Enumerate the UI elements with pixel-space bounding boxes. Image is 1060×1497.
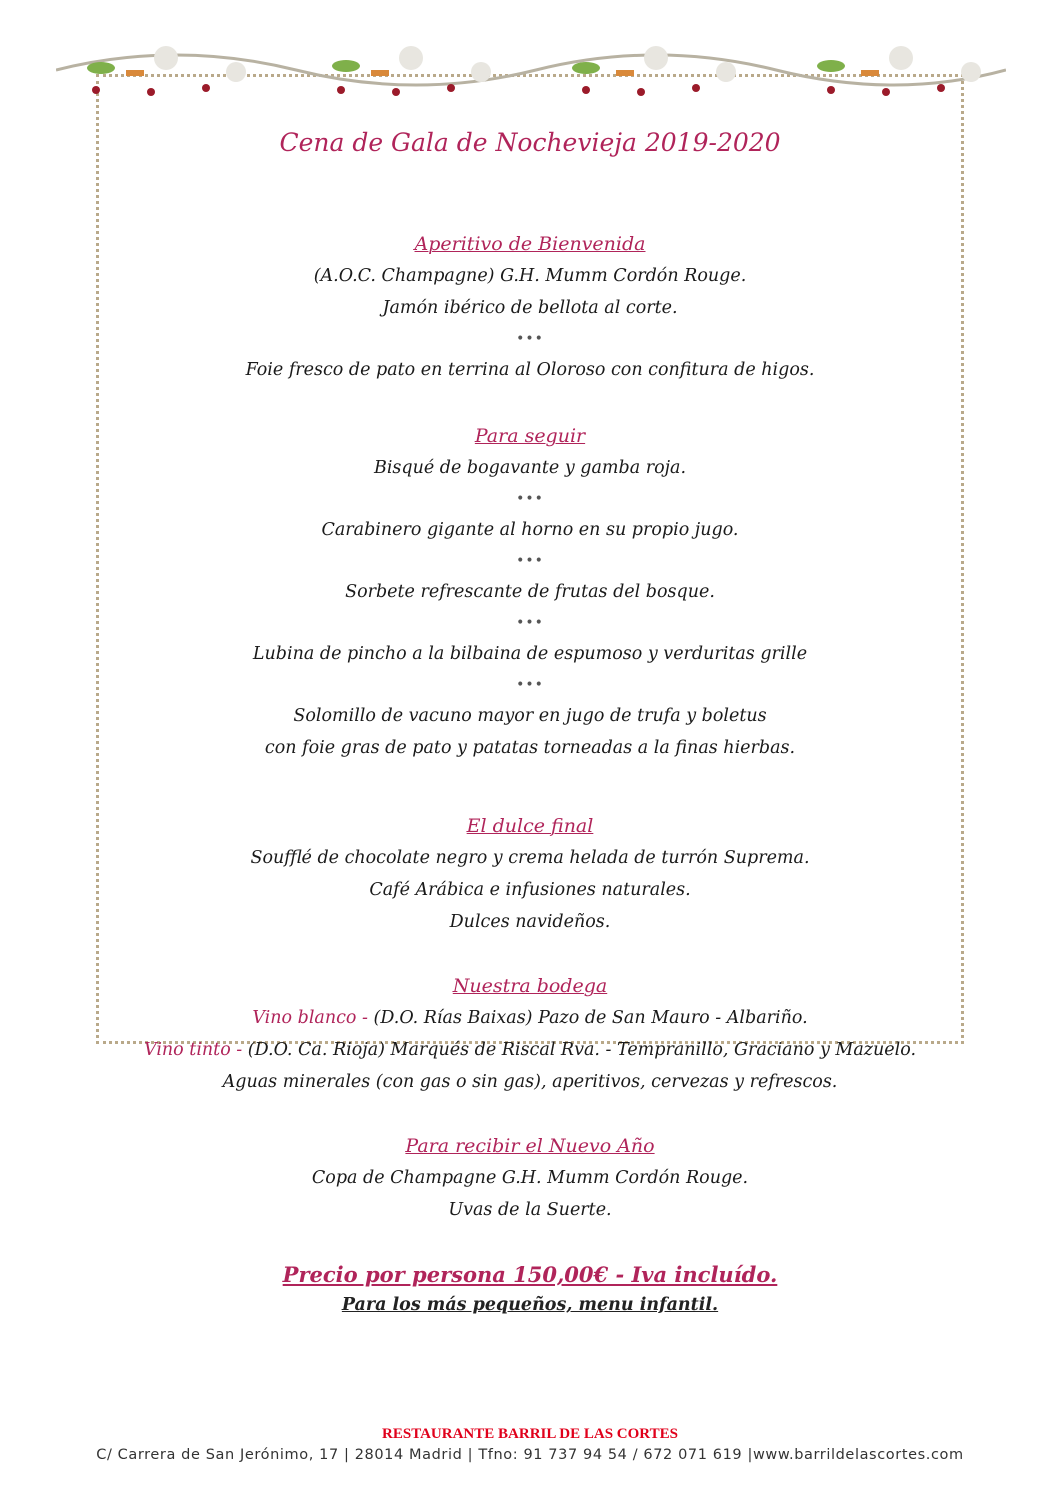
- separator: •••: [516, 677, 544, 693]
- menu-item: Copa de Champagne G.H. Mumm Cordón Rouge.: [311, 1168, 749, 1188]
- menu-item: Solomillo de vacuno mayor en jugo de trufa y boletus: [293, 706, 767, 726]
- section-heading: Para recibir el Nuevo Año: [405, 1135, 655, 1157]
- section-heading: Para seguir: [474, 425, 586, 447]
- section-dulce: [100, 810, 960, 938]
- menu-item: Dulces navideños.: [449, 912, 611, 932]
- section-nuevo-ano: [100, 1130, 960, 1226]
- separator: •••: [516, 331, 544, 347]
- menu-item: Jamón ibérico de bellota al corte.: [382, 298, 678, 318]
- menu-item: Bisqué de bogavante y gamba roja.: [373, 458, 687, 478]
- kids-menu-note: Para los más pequeños, menu infantil.: [341, 1295, 719, 1315]
- restaurant-name: RESTAURANTE BARRIL DE LAS CORTES: [382, 1426, 678, 1442]
- separator: •••: [516, 491, 544, 507]
- menu-item: Foie fresco de pato en terrina al Oloroso con confitura de higos.: [245, 360, 815, 380]
- menu-item: con foie gras de pato y patatas torneadas a la finas hierbas.: [264, 738, 796, 758]
- wine-label: Vino blanco -: [252, 1008, 368, 1028]
- wine-blanco: [100, 1002, 960, 1034]
- section-heading: El dulce final: [466, 815, 594, 837]
- christmas-garland-decoration: [56, 30, 1006, 110]
- section-heading: Nuestra bodega: [452, 975, 608, 997]
- menu-title: Cena de Gala de Nochevieja 2019-2020: [279, 128, 781, 157]
- wine-text: (D.O. Rías Baixas) Pazo de San Mauro - Albariño.: [367, 1008, 808, 1028]
- separator: •••: [516, 553, 544, 569]
- menu-item: Uvas de la Suerte.: [448, 1200, 612, 1220]
- price-line: Precio por persona 150,00€ - Iva incluído.: [282, 1262, 778, 1287]
- section-heading: Aperitivo de Bienvenida: [414, 233, 646, 255]
- menu-item: Aguas minerales (con gas o sin gas), aperitivos, cervezas y refrescos.: [222, 1072, 838, 1092]
- section-aperitivo: [100, 228, 960, 386]
- menu-item: Carabinero gigante al horno en su propio jugo.: [321, 520, 739, 540]
- section-seguir: [100, 420, 960, 764]
- menu-item: Lubina de pincho a la bilbaina de espumoso y verduritas grille: [252, 644, 808, 664]
- wine-label: Vino tinto -: [143, 1040, 243, 1060]
- separator: •••: [516, 615, 544, 631]
- garland-group: [56, 46, 1006, 96]
- wine-tinto: [100, 1034, 960, 1066]
- menu-item: Sorbete refrescante de frutas del bosque.: [345, 582, 715, 602]
- wine-text: (D.O. Ca. Rioja) Marqués de Riscal Rva. - Tempranillo, Graciano y Mazuelo.: [242, 1040, 917, 1060]
- menu-item: Soufflé de chocolate negro y crema helada de turrón Suprema.: [250, 848, 810, 868]
- restaurant-address: C/ Carrera de San Jerónimo, 17 | 28014 Madrid | Tfno: 91 737 94 54 / 672 071 619 |www.barrildelascortes.com: [96, 1447, 964, 1463]
- menu-item: (A.O.C. Champagne) G.H. Mumm Cordón Rouge.: [313, 266, 747, 286]
- menu-item: Café Arábica e infusiones naturales.: [369, 880, 691, 900]
- section-bodega: [100, 970, 960, 1098]
